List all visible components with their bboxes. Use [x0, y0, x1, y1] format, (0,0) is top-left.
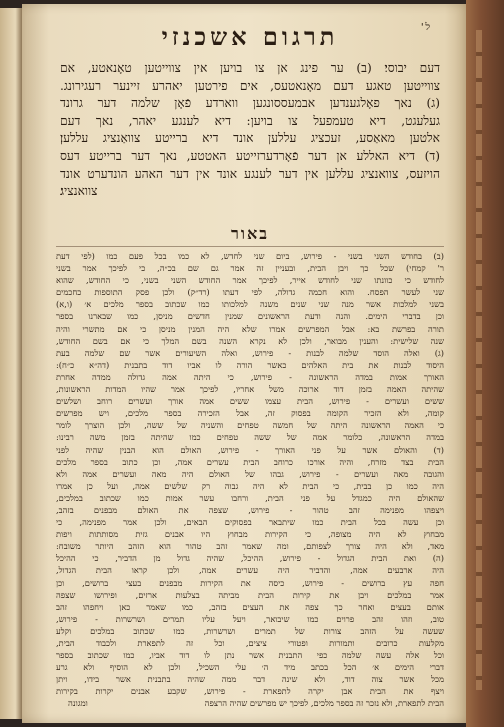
- page-title: תרגום אשכנזי: [161, 22, 339, 51]
- commentary-line: היסוד לבנות את בית האלהים כאשר הורה לו אביו דוד בתבנית (דה״א כ״ח):: [56, 359, 444, 370]
- translation-line: געלעגט, דיא טעמפעל צו בויען: דיא לענגע יאהר, נאך דעם: [60, 113, 440, 128]
- translation-line: דעם יבוסי׃ (ב) ער פינג אן צו בויען אין צווייטען טאָנאטע, אם: [60, 61, 440, 75]
- commentary-line: (ג) ואלה הוסד שלמה לבנות - פירוש, ואלה השיעורים אשר שם שלמה בעת: [56, 347, 444, 358]
- commentary-line: (ה) ואת הבית הגדול - פירוש, ההיכל, שהיה גדול מן הדביר, כי ההיכל: [56, 553, 444, 564]
- commentary-line: מכל אשר צוה דוד, ולא שינה דבר ממה שהיה בתבנית אשר בידו, ויתן: [56, 674, 444, 685]
- commentary-line: טוב, וזהו זהב פרוים כמו שיבואר, ויעל עליו תמרים ושרשרות - פירוש,: [56, 613, 444, 624]
- commentary-line: ששים ועשרים - פירוש, הבית עצמו ששים אמה אורך ועשרים רוחב ושלשים: [56, 396, 444, 407]
- translation-block: [60, 60, 440, 201]
- page-content: [50, 14, 450, 714]
- commentary-line: ויצף את הבית אבן יקרה לתפארת - פירוש, שקבע אבנים יקרות בקירות: [56, 686, 444, 697]
- commentary-line: כי האמה הראשונה היתה של חמשה טפחים והשניה של ששה, ולכן הוצרך לומר: [56, 420, 444, 431]
- commentary-line: וכן בדברי הימים. והנה ודעת הראשונים שמנין חדשים מניסן, כמו שבארנו בספר: [56, 311, 444, 322]
- commentary-line: הבית לתפארת, ולא נזכר זה בספר מלכים, לפיכך יש מפרשים שהיה הרצפה: [204, 698, 444, 709]
- commentary-line: היה ארבעים אמה, והדביר היה עשרים אמה, ולכן קראו הבית הגדול,: [56, 565, 444, 576]
- translation-line: צוואנציג׃: [60, 184, 98, 199]
- commentary-line: לחודש כי כוונתו שני לחודש אייר, לפיכך אמר החודש השני בשני, כי החודש, שהוא: [56, 275, 444, 286]
- commentary-line: בשני למלכות אשר מנה שני שנים משנה למלכותו כמו שכתוב בספר מלכים א׳ (ו,א): [56, 299, 444, 310]
- commentary-line: שהאולם היה כמגדל על פני הבית, ורחבו עשר אמות כמו שכתוב במלכים,: [56, 492, 444, 503]
- translation-line: הויזעס, צוואנציג עללען אין דער לענגע אונד אין דער האהע הונדערט אונד: [60, 166, 440, 181]
- translation-line: (ג) נאך פאָלגענדען אבמעססונגען ווארדע פֿאָן שלמה דער גרונד: [60, 96, 440, 111]
- commentary-line: ר' קמחי) שכל כך ויבן הבית, ובעניין זה אמר גם שם בכ״ה, כי לפיכך אמר בשני: [56, 263, 444, 274]
- commentary-line: וכל אלה עשה שלמה כפי התבנית אשר נתן לו דוד אביו, כמו שכתוב בספר: [56, 650, 444, 661]
- commentary-line: במדה הראשונה, כלומר אמה של ששה טפחים כמו שהיתה בזמן משה רבינו:: [56, 432, 444, 443]
- commentary-block: [56, 250, 444, 710]
- divider-rule: [56, 246, 444, 247]
- folio-number: ל': [419, 22, 430, 33]
- commentary-line: האורך אמות במדה הראשונה - פירוש, כי היתה אמה גדולה ממדה אחרת: [56, 371, 444, 382]
- commentary-line: מבחוץ לא היה מצופה, כי הקירות מבחוץ היו אבנים גזית מסותתות ויפות: [56, 529, 444, 540]
- commentary-line: שני לעשר הפסח. והוא חכמה גדולה, לפי דעתו (רד״ק) ולכן פסק התוספות כחכמים: [56, 287, 444, 298]
- commentary-line: וכן עשה בכל הבית כמו שיתבאר בפסוקים הבאים, ולכן אמר מפנימה, כי: [56, 517, 444, 528]
- translation-line: (ד) דיא האללע אן דער פֿאָרדערזייטע האטטע, נאך דער ברייטע דעס: [60, 148, 440, 163]
- commentary-line: (ב) בחודש השני בשני - פירוש, ביום שני לחדש, לא כמו בכל פעם כמו (לפי דעת: [56, 251, 444, 261]
- commentary-line: (ד) והאולם אשר על פני האורך - פירוש, האולם הוא הבנין שהיה לפני: [56, 444, 444, 455]
- commentary-line: מאד, ולא היה צורך לצפותם, ומה שאמר זהב טהור הוא הזהב היותר משובח:: [56, 541, 444, 552]
- commentary-line: תורה בפרשת בא: אבל המפרשים אמרו שלא היה המנין מניסן כי אם מתשרי והיה: [56, 323, 444, 334]
- commentary-line: קומה, ולא הזכיר הקומה בפסוק זה, אבל הזכירה בספר מלכים, ויש מפרשים: [56, 408, 444, 419]
- commentary-line: שנה שלישית: והענין מבואר, ולכן לא נקרא השנה בשם המלך כי אם בשם החודש,: [56, 335, 444, 346]
- commentary-line: דברי הימים א׳ הכל בכתב מיד ה׳ עלי השכיל, ולכן לא הוסיף ולא גרע: [56, 662, 444, 673]
- book-page: [22, 4, 472, 723]
- translation-line: צווייטען טאגע דעם מאָנאטעס, אים פירטען יאהרע זיינער רעגירונג.: [60, 78, 440, 93]
- commentary-line: אמר במלכים ויבן את קירות הבית מביתה בצלעות ארזים, ופירושו שצפה: [56, 589, 444, 600]
- facing-page-edge: [0, 8, 22, 719]
- commentary-line: מקלעות כרובים ותמורות ופטורי ציצים, וכל זה לתפארת ולכבוד הבית,: [56, 638, 444, 648]
- commentary-line: שהיתה האמה בזמן דוד ארוכה משל אחריו, לפיכך אמר שהיו המדות הראשונות,: [56, 384, 444, 395]
- translation-line: אלטען מאאַסע, זעכציג עללען אונד דיא ברייטע צוואַנציג עללען׃: [60, 131, 440, 146]
- book-binding: [466, 0, 504, 727]
- commentary-line: חפה עץ ברושים - פירוש, כיסה את הקירות מבפנים בעצי ברושים, וכן: [56, 577, 444, 588]
- commentary-line: היה כמו כן בבית, כי הבית לא היה גבוה רק שלשים אמה, ועל כן אמרו: [56, 480, 444, 491]
- commentary-line: ויצפהו מפנימה זהב טהור - פירוש, שצפה את האולם מבפנים בזהב,: [56, 504, 444, 515]
- commentary-line: הבית בצד מזרח, והיה אורכו כרוחב הבית עשרים אמה, וכן כתוב בספר מלכים: [56, 456, 444, 467]
- commentary-line: אותם בעצים ואחר כך צפה את העצים בזהב, כמו שאמר כאן ויחפהו זהב: [56, 601, 444, 612]
- catchword: ומגונה: [68, 699, 88, 709]
- commentary-line: שעשה על הזהב צורות של תמרים ושרשרות, כמו שכתוב במלכים וקלע: [56, 625, 444, 636]
- commentary-heading: באור: [231, 224, 269, 243]
- commentary-line: והגובה מאה ועשרים - פירוש, גבהו של האולם היה מאה ועשרים אמה ולא: [56, 468, 444, 479]
